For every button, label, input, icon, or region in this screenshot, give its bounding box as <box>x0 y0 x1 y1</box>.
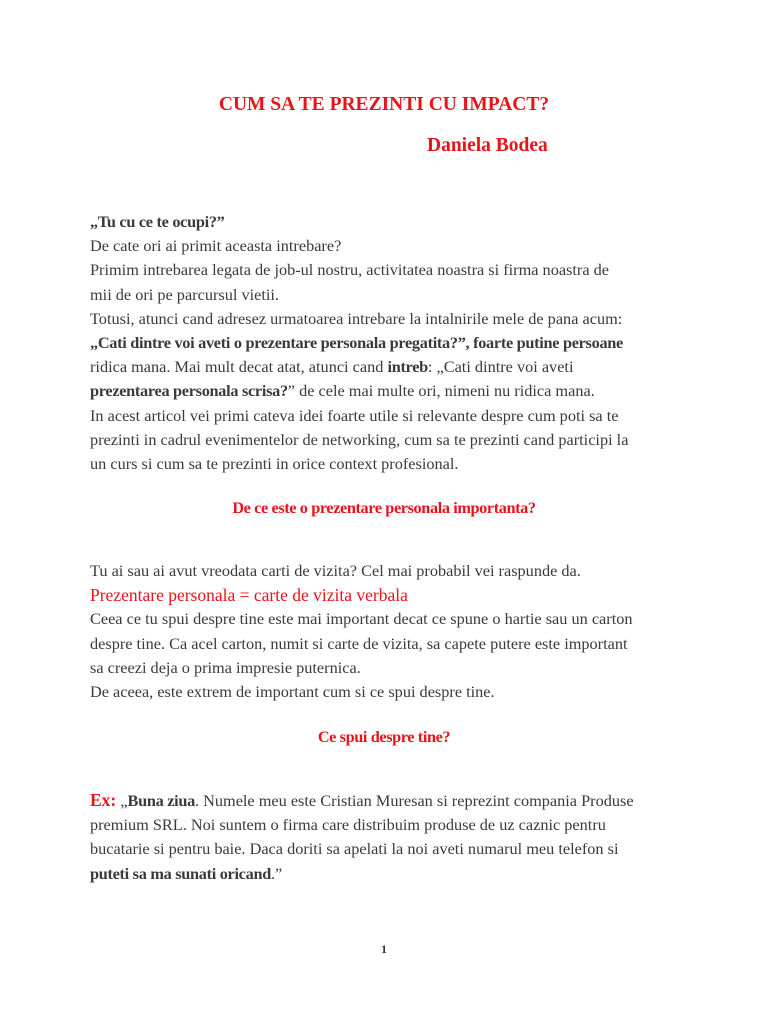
example-line <box>90 862 700 886</box>
example-text: .” <box>270 863 283 883</box>
section1-line: De aceea, este extrem de important cum si ce spui despre tine. <box>90 682 495 702</box>
intro-bold-word: intreb <box>387 357 428 377</box>
intro-line: In acest articol vei primi cateva idei foarte utile si relevante despre cum poti sa te <box>90 405 619 425</box>
section1-line: Tu ai sau ai avut vreodata carti de vizita? Cel mai probabil vei raspunde da. <box>90 561 581 580</box>
section1-line: despre tine. Ca acel carton, numit si carte de vizita, sa capete putere este important <box>90 633 628 653</box>
intro-line: prezinti in cadrul evenimentelor de networking, cum sa te prezinti cand participi la <box>90 429 629 449</box>
example-paragraph <box>90 788 700 886</box>
section-heading-what-you-say: Ce spui despre tine? <box>317 727 451 746</box>
intro-text: : „Cati dintre voi aveti <box>427 357 574 377</box>
document-title: CUM SA TE PREZINTI CU IMPACT? <box>218 94 550 115</box>
example-text: „ <box>116 791 128 810</box>
section1-subheading: Prezentare personala = carte de vizita verbala <box>90 585 408 606</box>
intro-paragraph <box>90 210 700 476</box>
intro-line: un curs si cum sa te prezinti in orice context profesional. <box>90 454 459 474</box>
example-label: Ex: <box>90 790 117 810</box>
intro-bold-phrase: prezentarea personala scrisa? <box>90 381 288 401</box>
page-number: 1 <box>381 942 387 956</box>
intro-line: De cate ori ai primit aceasta intrebare? <box>90 236 342 256</box>
section1-line: Ceea ce tu spui despre tine este mai important decat ce spune o hartie sau un carton <box>90 609 633 629</box>
intro-line <box>90 379 700 403</box>
example-bold: puteti sa ma sunati oricand <box>90 863 271 883</box>
example-line <box>90 788 700 813</box>
section1-line: sa creezi deja o prima impresie puternica. <box>90 657 361 677</box>
example-text: . Numele meu este Cristian Muresan si reprezint compania Produse <box>194 791 634 810</box>
intro-line: mii de ori pe parcursul vietii. <box>90 284 279 304</box>
example-line: bucatarie si pentru baie. Daca doriti sa apelati la noi aveti numarul meu telefon si <box>90 839 619 859</box>
example-line: premium SRL. Noi suntem o firma care distribuim produse de uz caznic pentru <box>90 815 606 835</box>
intro-text: ridica mana. Mai mult decat atat, atunci cand <box>90 357 388 377</box>
section1-paragraph <box>90 559 700 704</box>
intro-line <box>90 355 700 379</box>
intro-question: „Tu cu ce te ocupi?” <box>90 212 225 231</box>
intro-line: Totusi, atunci cand adresez urmatoarea intrebare la intalnirile mele de pana acum: <box>90 308 623 328</box>
author-name: Daniela Bodea <box>427 135 548 156</box>
example-bold: Buna ziua <box>127 791 195 810</box>
intro-line: Primim intrebarea legata de job-ul nostru, activitatea noastra si firma noastra de <box>90 260 610 280</box>
intro-text: ” de cele mai multe ori, nimeni nu ridica mana. <box>287 381 595 401</box>
section-heading-importance: De ce este o prezentare personala importanta? <box>232 498 536 517</box>
intro-bold-question: „Cati dintre voi aveti o prezentare personala pregatita?”, foarte putine persoane <box>90 333 623 353</box>
